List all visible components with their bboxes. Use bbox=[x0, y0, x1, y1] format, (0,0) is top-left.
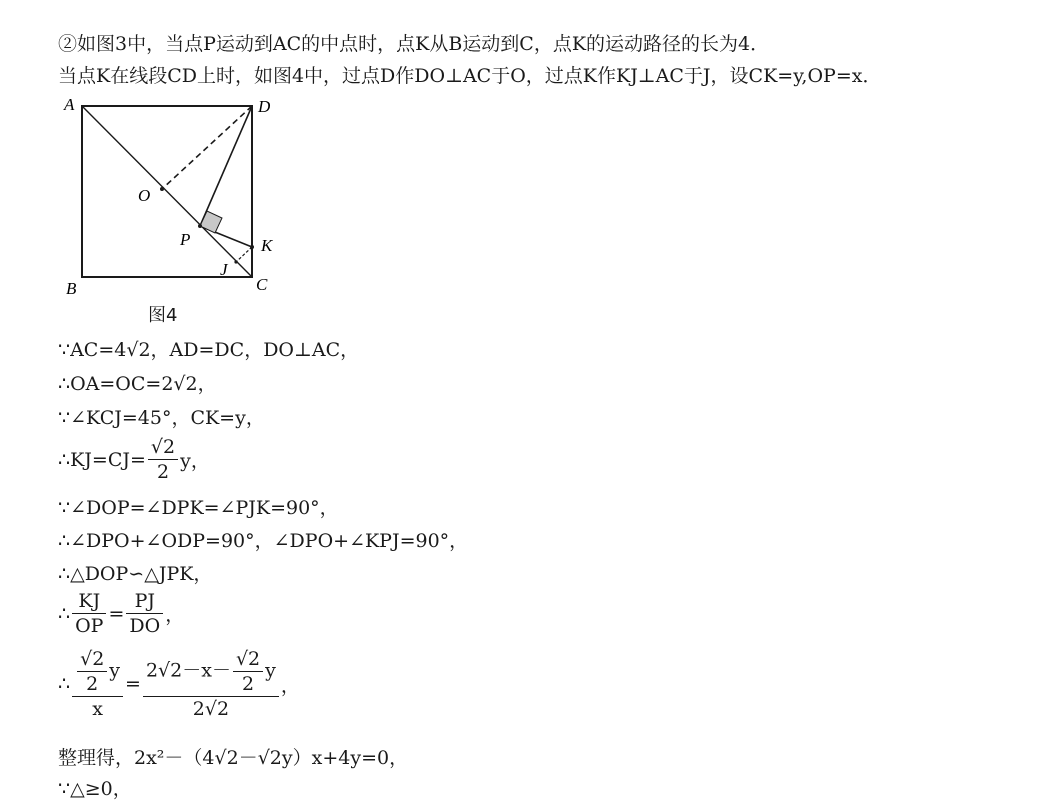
inner-numerator: √2 bbox=[77, 648, 107, 672]
fraction-numerator: PJ bbox=[126, 590, 163, 614]
label-c: C bbox=[256, 275, 268, 294]
fraction-denominator: 2√2 bbox=[192, 698, 230, 720]
fraction-pj-over-do bbox=[126, 590, 163, 637]
text-line-10 bbox=[58, 590, 184, 637]
line6-prefix: ∴KJ=CJ= bbox=[58, 448, 146, 471]
fraction-numerator bbox=[143, 648, 279, 697]
fraction-right bbox=[143, 648, 279, 720]
text-line-11 bbox=[58, 648, 300, 720]
fraction-numerator: KJ bbox=[72, 590, 106, 614]
inner-suffix: y bbox=[109, 659, 121, 682]
line11-prefix: ∴ bbox=[58, 673, 71, 695]
label-k: K bbox=[261, 236, 273, 255]
text-line-12: 整理得，2x²－（4√2－√2y）x+4y=0， bbox=[58, 747, 409, 769]
fraction-numerator: √2 bbox=[148, 436, 178, 460]
label-j: J bbox=[220, 260, 228, 279]
point-p bbox=[198, 224, 202, 228]
text-line-1: ②如图3中，当点P运动到AC的中点时，点K从B运动到C，点K的运动路径的长为4． bbox=[58, 33, 770, 55]
numerator-suffix: y bbox=[265, 659, 276, 682]
point-o bbox=[160, 187, 164, 191]
fraction-left bbox=[72, 648, 123, 720]
text-line-9: ∴△DOP∽△JPK， bbox=[58, 563, 213, 585]
text-line-13: ∵△≥0， bbox=[58, 778, 132, 800]
label-d: D bbox=[258, 97, 271, 116]
right-angle-marker bbox=[200, 211, 222, 233]
point-k bbox=[250, 245, 254, 249]
line6-suffix: y， bbox=[180, 450, 210, 472]
fraction-sqrt2-over-2 bbox=[148, 436, 178, 483]
text-line-3: ∵AC=4√2，AD=DC，DO⊥AC， bbox=[58, 339, 360, 361]
text-line-7: ∵∠DOP=∠DPK=∠PJK=90°， bbox=[58, 497, 339, 519]
label-a: A bbox=[64, 95, 75, 114]
equals-sign: = bbox=[108, 602, 125, 625]
geometry-figure-4 bbox=[60, 92, 300, 322]
line11-suffix: ， bbox=[280, 674, 300, 697]
figure-svg bbox=[60, 92, 300, 322]
inner-numerator: √2 bbox=[233, 648, 263, 672]
segment-dp bbox=[200, 106, 252, 226]
text-line-6 bbox=[58, 436, 210, 483]
diagonal-ac bbox=[82, 106, 252, 277]
label-o: O bbox=[138, 186, 151, 205]
fraction-denominator: OP bbox=[75, 615, 104, 637]
text-line-8: ∴∠DPO+∠ODP=90°，∠DPO+∠KPJ=90°， bbox=[58, 530, 469, 552]
fraction-numerator bbox=[72, 648, 123, 697]
figure-caption: 图4 bbox=[148, 305, 178, 326]
numerator-prefix: 2√2－x－ bbox=[145, 659, 231, 682]
label-b: B bbox=[66, 279, 77, 298]
fraction-denominator: x bbox=[92, 698, 103, 720]
fraction-denominator: 2 bbox=[156, 461, 170, 483]
text-line-2: 当点K在线段CD上时，如图4中，过点D作DO⊥AC于O，过点K作KJ⊥AC于J，设CK=y,OP=x． bbox=[58, 65, 882, 87]
line10-suffix: ， bbox=[165, 604, 185, 626]
inner-denominator: 2 bbox=[242, 673, 255, 695]
fraction-denominator: DO bbox=[129, 615, 161, 637]
equals-sign: = bbox=[125, 673, 141, 695]
inner-denominator: 2 bbox=[86, 673, 99, 695]
inner-fraction bbox=[77, 648, 107, 695]
text-line-4: ∴OA=OC=2√2， bbox=[58, 373, 217, 395]
segment-do-dashed bbox=[162, 106, 252, 189]
line10-prefix: ∴ bbox=[58, 602, 71, 625]
text-line-5: ∵∠KCJ=45°，CK=y， bbox=[58, 407, 265, 429]
label-p: P bbox=[180, 230, 191, 249]
fraction-kj-over-op bbox=[72, 590, 106, 637]
segment-kj bbox=[236, 247, 252, 262]
inner-fraction bbox=[233, 648, 263, 695]
point-j bbox=[234, 260, 237, 263]
